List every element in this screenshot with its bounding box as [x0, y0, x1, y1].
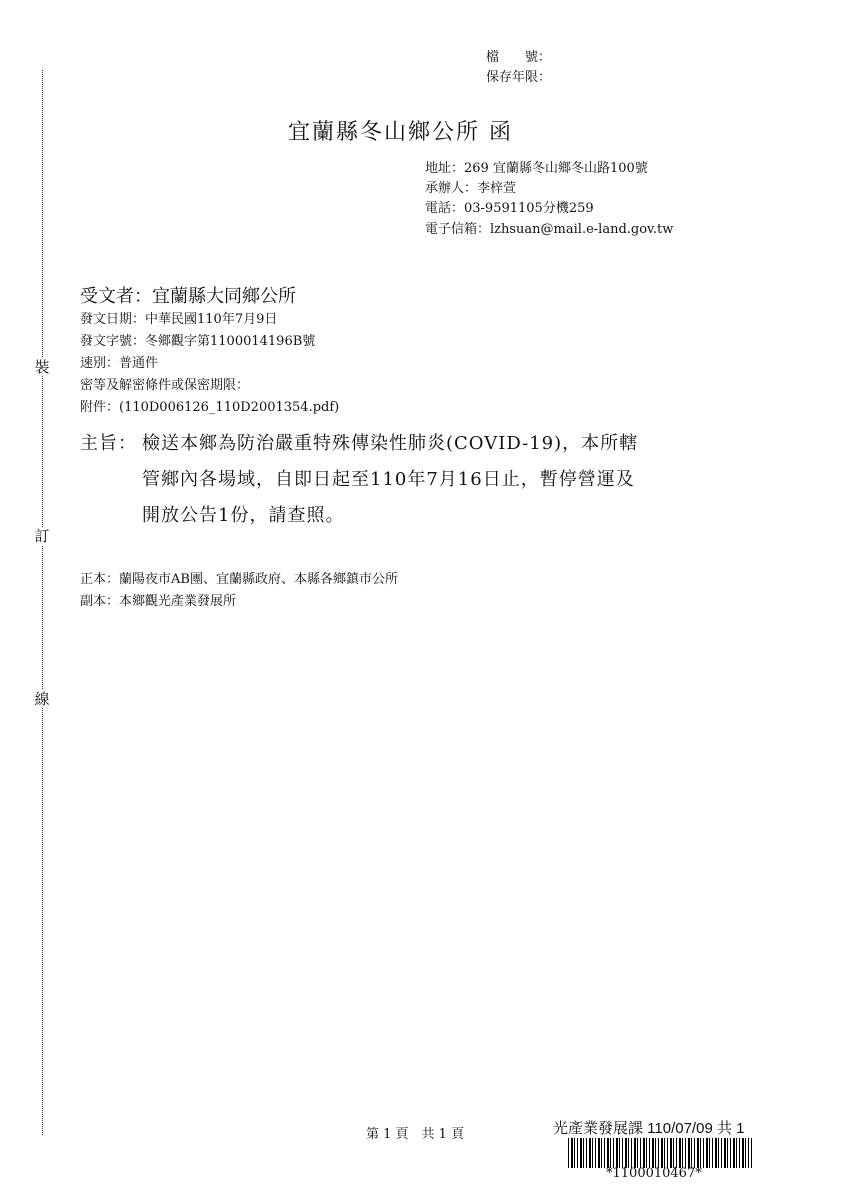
subject-line-2: 管鄉內各場域，自即日起至110年7月16日止，暫停營運及	[142, 469, 635, 490]
barcode	[568, 1138, 752, 1168]
contact-email: 電子信箱：lzhsuan@mail.e-land.gov.tw	[425, 222, 674, 237]
delivery-speed: 速別：普通件	[80, 356, 159, 371]
file-number-label: 檔 號：	[486, 50, 552, 65]
barcode-number: *1100010467*	[606, 1166, 702, 1181]
subject-line-1: 檢送本鄉為防治嚴重特殊傳染性肺炎(COVID-19)，本所轄	[142, 433, 639, 454]
subject-label: 主旨：	[80, 433, 137, 454]
receipt-stamp: 光產業發展課 110/07/09 共 1	[553, 1120, 745, 1137]
binding-mark-middle: 訂	[34, 527, 50, 545]
contact-phone: 電話：03-9591105分機259	[425, 201, 594, 216]
contact-handler: 承辦人：李梓萱	[425, 181, 517, 196]
secrecy-level: 密等及解密條件或保密期限：	[80, 378, 250, 393]
subject-line-3: 開放公告1份，請查照。	[142, 505, 345, 526]
contact-address: 地址：269 宜蘭縣冬山鄉冬山路100號	[425, 161, 648, 176]
attachment-link[interactable]: 附件：(110D006126_110D2001354.pdf)	[80, 400, 340, 415]
document-title: 宜蘭縣冬山鄉公所 函	[288, 120, 513, 145]
recipient: 受文者：宜蘭縣大同鄉公所	[80, 286, 296, 307]
binding-mark-top: 裝	[34, 358, 50, 376]
main-recipients: 正本：蘭陽夜市AB團、宜蘭縣政府、本縣各鄉鎮市公所	[80, 572, 398, 587]
copy-recipients: 副本：本鄉觀光產業發展所	[80, 594, 237, 609]
binding-dotted-line	[42, 70, 43, 1135]
issue-date: 發文日期：中華民國110年7月9日	[80, 312, 278, 327]
retention-period-label: 保存年限：	[486, 70, 552, 85]
binding-mark-bottom: 線	[34, 690, 50, 708]
page-indicator: 第 1 頁 共 1 頁	[366, 1127, 465, 1142]
document-number: 發文字號：冬鄉觀字第1100014196B號	[80, 334, 316, 349]
